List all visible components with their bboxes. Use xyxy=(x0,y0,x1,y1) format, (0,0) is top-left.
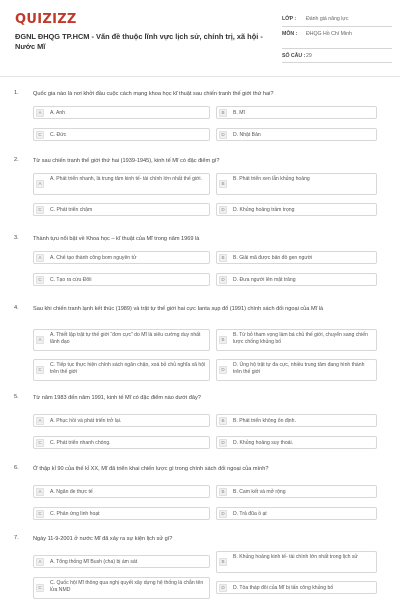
question-text: Quốc gia nào là nơi khởi đầu cuộc cách mạng khoa học kĩ thuật sau chiến tranh thế giới thứ hai? xyxy=(33,91,274,97)
meta-label: MÔN : xyxy=(282,31,298,37)
option-b[interactable] xyxy=(216,251,377,264)
option-d[interactable] xyxy=(216,436,377,449)
option-text: A. Phát triển nhanh, là trung tâm kinh tế- tài chính lớn nhất thế giới. xyxy=(50,176,202,182)
option-text: C. Phản ứng linh hoạt xyxy=(50,511,100,517)
option-text: D. Khủng hoảng suy thoái. xyxy=(233,440,294,446)
option-letter: D xyxy=(219,510,227,518)
option-a[interactable] xyxy=(33,173,210,195)
header-divider xyxy=(0,76,400,77)
option-c[interactable] xyxy=(33,507,210,520)
option-text: B. Phát triển không ổn định. xyxy=(233,418,296,424)
option-letter: A xyxy=(36,558,44,566)
option-letter: D xyxy=(219,439,227,447)
option-letter: C xyxy=(36,366,44,374)
option-text: D. Trả đũa ồ ạt xyxy=(233,511,267,517)
question-number: 7. xyxy=(14,535,19,541)
option-text: C. Quốc hội Mĩ thông qua nghị quyết xây dựng hệ thống lá chắn tên lửa NMD xyxy=(50,580,204,593)
option-text: C. Tạo ra cừu Đôli xyxy=(50,277,92,283)
option-letter: B xyxy=(219,254,227,262)
option-d[interactable] xyxy=(216,581,377,594)
meta-label: SỐ CÂU : xyxy=(282,53,306,59)
option-b[interactable] xyxy=(216,329,377,351)
option-text: D. Tòa tháp đôi của Mĩ bị tấn công khủng bố xyxy=(233,585,334,591)
option-text: B. Mĩ xyxy=(233,110,245,116)
meta-label: LỚP : xyxy=(282,16,297,22)
option-letter: B xyxy=(219,417,227,425)
option-letter: A xyxy=(36,417,44,425)
option-letter: B xyxy=(219,109,227,117)
option-c[interactable] xyxy=(33,273,210,286)
option-text: B. Từ bỏ tham vọng làm bá chủ thế giới, chuyển sang chiến lược chống khủng bố xyxy=(233,332,368,345)
option-text: D. Khủng hoảng trầm trọng xyxy=(233,207,295,213)
option-text: A. Thiết lập trật tự thế giới “đơn cực” do Mĩ là siêu cường duy nhất lãnh đạo xyxy=(50,332,201,345)
option-b[interactable] xyxy=(216,414,377,427)
option-letter: A xyxy=(36,336,44,344)
question-number: 5. xyxy=(14,394,19,400)
question-text: Từ năm 1983 đến năm 1991, kinh tế Mĩ có đặc điểm nào dưới đây? xyxy=(33,395,201,401)
worksheet-header xyxy=(0,0,400,72)
option-b[interactable] xyxy=(216,485,377,498)
question-number: 3. xyxy=(14,235,19,241)
option-text: B. Khủng hoảng kinh tế- tài chính lớn nhất trong lịch sử xyxy=(233,554,358,560)
question-number: 4. xyxy=(14,305,19,311)
quizizz-logo: QUIZIZZ xyxy=(15,12,77,27)
option-d[interactable] xyxy=(216,128,377,141)
meta-subject-row xyxy=(282,27,392,49)
option-letter: C xyxy=(36,131,44,139)
option-letter: B xyxy=(219,488,227,496)
option-letter: D xyxy=(219,206,227,214)
option-text: A. Anh xyxy=(50,110,66,116)
option-letter: D xyxy=(219,131,227,139)
option-d[interactable] xyxy=(216,203,377,216)
option-b[interactable] xyxy=(216,551,377,573)
option-text: C. Đức xyxy=(50,132,67,138)
option-text: C. Phát triển nhanh chóng. xyxy=(50,440,111,446)
option-a[interactable] xyxy=(33,414,210,427)
option-d[interactable] xyxy=(216,507,377,520)
option-letter: C xyxy=(36,439,44,447)
option-text: D. Đưa người lên mặt trăng xyxy=(233,277,296,283)
option-d[interactable] xyxy=(216,273,377,286)
question-text: Ngày 11-9-2001 ở nước Mĩ đã xảy ra sự kiện lịch sử gì? xyxy=(33,536,173,542)
option-letter: D xyxy=(219,276,227,284)
meta-class-row xyxy=(282,12,392,27)
option-a[interactable] xyxy=(33,329,210,351)
option-letter: D xyxy=(219,366,227,374)
option-c[interactable] xyxy=(33,203,210,216)
question-text: Ở thập kỉ 90 của thế kỉ XX, Mĩ đã triển khai chiến lược gì trong chính sách đối ngoại của mình? xyxy=(33,466,269,472)
option-letter: C xyxy=(36,584,44,592)
option-letter: C xyxy=(36,276,44,284)
option-text: D. Ủng hộ trật tự đa cực, nhiều trung tâm đang hình thành trên thế giới xyxy=(233,362,365,375)
option-a[interactable] xyxy=(33,251,210,264)
option-text: A. Phục hồi và phát triển trở lại. xyxy=(50,418,122,424)
option-text: B. Phát triển xen lẫn khủng hoảng xyxy=(233,176,310,182)
option-letter: C xyxy=(36,206,44,214)
option-letter: A xyxy=(36,180,44,188)
question-text: Từ sau chiến tranh thế giới thứ hai (1939-1945), kinh tế Mĩ có đặc điểm gì? xyxy=(33,158,220,164)
option-text: B. Giải mã được bản đồ gen người xyxy=(233,255,313,261)
question-number: 1. xyxy=(14,90,19,96)
option-letter: A xyxy=(36,254,44,262)
worksheet-title: ĐGNL ĐHQG TP.HCM - Vấn đề thuộc lĩnh vực lịch sử, chính trị, xã hội - Nước Mĩ xyxy=(15,32,263,51)
option-a[interactable] xyxy=(33,485,210,498)
option-text: C. Phát triển chậm xyxy=(50,207,93,213)
question-text: Sau khi chiến tranh lạnh kết thúc (1989) và trật tự thế giới hai cực Ianta sụp đổ (1991) chính sách đối ngoại của Mĩ là xyxy=(33,306,324,312)
option-letter: A xyxy=(36,109,44,117)
question-number: 6. xyxy=(14,465,19,471)
option-letter: D xyxy=(219,584,227,592)
option-letter: B xyxy=(219,558,227,566)
option-letter: A xyxy=(36,488,44,496)
option-d[interactable] xyxy=(216,359,377,381)
meta-value: 29 xyxy=(306,53,312,59)
option-letter: B xyxy=(219,336,227,344)
option-c[interactable] xyxy=(33,359,210,381)
meta-value: ĐHQG Hồ Chí Minh xyxy=(306,31,352,37)
question-number: 2. xyxy=(14,157,19,163)
meta-value: Đánh giá năng lực xyxy=(306,16,349,22)
question-text: Thành tựu nổi bật về Khoa học – kĩ thuật của Mĩ trong năm 1969 là xyxy=(33,236,200,242)
option-text: C. Tiếp tục thực hiện chính sách ngăn chặn, xoá bỏ chủ nghĩa xã hội trên thế giới xyxy=(50,362,206,375)
option-b[interactable] xyxy=(216,106,377,119)
option-a[interactable] xyxy=(33,106,210,119)
option-text: A. Tổng thống Mĩ Bush (cha) bị ám sát xyxy=(50,559,138,565)
option-b[interactable] xyxy=(216,173,377,195)
option-c[interactable] xyxy=(33,436,210,449)
option-text: B. Cam kết và mở rộng xyxy=(233,489,286,495)
option-letter: B xyxy=(219,180,227,188)
meta-count-row xyxy=(282,49,392,63)
worksheet-meta xyxy=(282,12,392,63)
option-text: A. Ngăn đe thực tế xyxy=(50,489,93,495)
option-letter: C xyxy=(36,510,44,518)
option-a[interactable] xyxy=(33,555,210,568)
option-text: A. Chế tạo thành công bom nguyên tử xyxy=(50,255,137,261)
option-c[interactable] xyxy=(33,577,210,599)
option-text: D. Nhật Bản xyxy=(233,132,261,138)
option-c[interactable] xyxy=(33,128,210,141)
